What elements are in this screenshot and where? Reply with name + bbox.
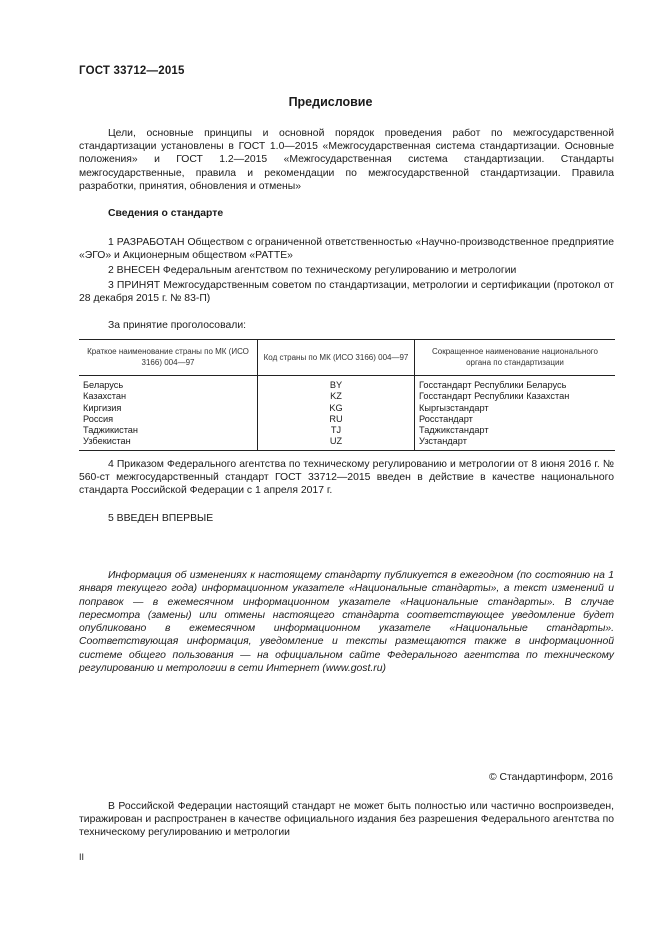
country-name: Узбекистан [79,436,258,450]
table-row [79,436,615,450]
country-code: RU [258,414,415,425]
item-introduced: 2 ВНЕСЕН Федеральным агентством по техническому регулированию и метрологии [108,265,517,276]
national-body: Госстандарт Республики Беларусь [415,376,616,392]
country-name: Таджикистан [83,425,138,436]
table-row [79,376,615,392]
country-code: KG [258,403,415,414]
national-body: Госстандарт Республики Казахстан [415,391,616,402]
item-developed: 1 РАЗРАБОТАН Обществом с ограниченной ответственностью «Научно-производственное предприятие «ЭГО» и Акционерным обществом «РАТТЕ» [79,237,614,262]
voted-label: За принятие проголосовали: [108,320,247,331]
page-title: Предисловие [288,95,373,109]
item-adopted: 3 ПРИНЯТ Межгосударственным советом по стандартизации, метрологии и сертификации (протокол от 28 декабря 2015 г. № 83-П) [79,280,614,305]
header-country-code: Код страны по МК (ИСО 3166) 004—97 [258,340,415,376]
national-body: Кыргызстандарт [415,403,616,414]
country-code: TJ [258,425,415,436]
header-national-body: Сокращенное наименование национального органа по стандартизации [415,340,616,376]
page-number: II [79,852,85,862]
table-row [79,414,615,425]
national-body: Узстандарт [415,436,616,450]
header-country-name: Краткое наименование страны по МК (ИСО 3166) 004—97 [79,340,258,376]
country-name: Казахстан [83,391,127,402]
legal-notice: В Российской Федерации настоящий стандарт не может быть полностью или частично воспроизведен, тиражирован и распространен в качестве официального издания без разрешения Федерального агентства по техническому регулированию и метрологии [79,801,614,839]
intro-paragraph: Цели, основные принципы и основной порядок проведения работ по межгосударственной стандартизации установлены в ГОСТ 1.0—2015 «Межгосударственная система стандартизации. Основные положения» и ГОСТ 1.2—2015 «Межгосударственная система стандартизации. Стандарты межгосударственные, правила и рекомендации по межгосударственной стандартизации. Правила разработки, принятия, обновления и отмены» [79,128,614,192]
document-code: ГОСТ 33712—2015 [79,65,185,77]
table-header-row [79,340,615,376]
country-code: BY [258,376,415,392]
voting-table [79,339,615,451]
country-name: Россия [83,413,114,424]
national-body: Таджикстандарт [415,425,616,436]
country-name: Беларусь [83,380,124,390]
section-heading: Сведения о стандарте [108,208,224,219]
national-body: Росстандарт [415,414,616,425]
item-first-introduced: 5 ВВЕДЕН ВПЕРВЫЕ [108,513,214,524]
country-code: KZ [258,391,415,402]
changes-notice: Информация об изменениях к настоящему стандарту публикуется в ежегодном (по состоянию на 1 января текущего года) информационном указателе «Национальные стандарты», а текст изменений и поправок — в ежемесячном информационном указателе «Национальные стандарты». В случае пересмотра (замены) или отмены настоящего стандарта соответствующее уведомление будет опубликовано в ежемесячном информационном указателе «Национальные стандарты». Соответствующая информация, уведомление и тексты размещаются также в информационной системе общего пользования — на официальном сайте Федерального агентства по техническому регулированию и метрологии в сети Интернет (www.gost.ru) [79,570,614,675]
country-code: UZ [258,436,415,450]
table-row [79,403,615,414]
country-name: Киргизия [83,402,122,413]
table-row [79,425,615,436]
copyright: © Стандартинформ, 2016 [488,772,613,783]
table-row [79,391,615,402]
item-order: 4 Приказом Федерального агентства по техническому регулированию и метрологии от 8 июня 2016 г. № 560-ст межгосударственный стандарт ГОСТ 33712—2015 введен в действие в качестве национального стандарта Российской Федерации с 1 апреля 2017 г. [79,459,614,497]
